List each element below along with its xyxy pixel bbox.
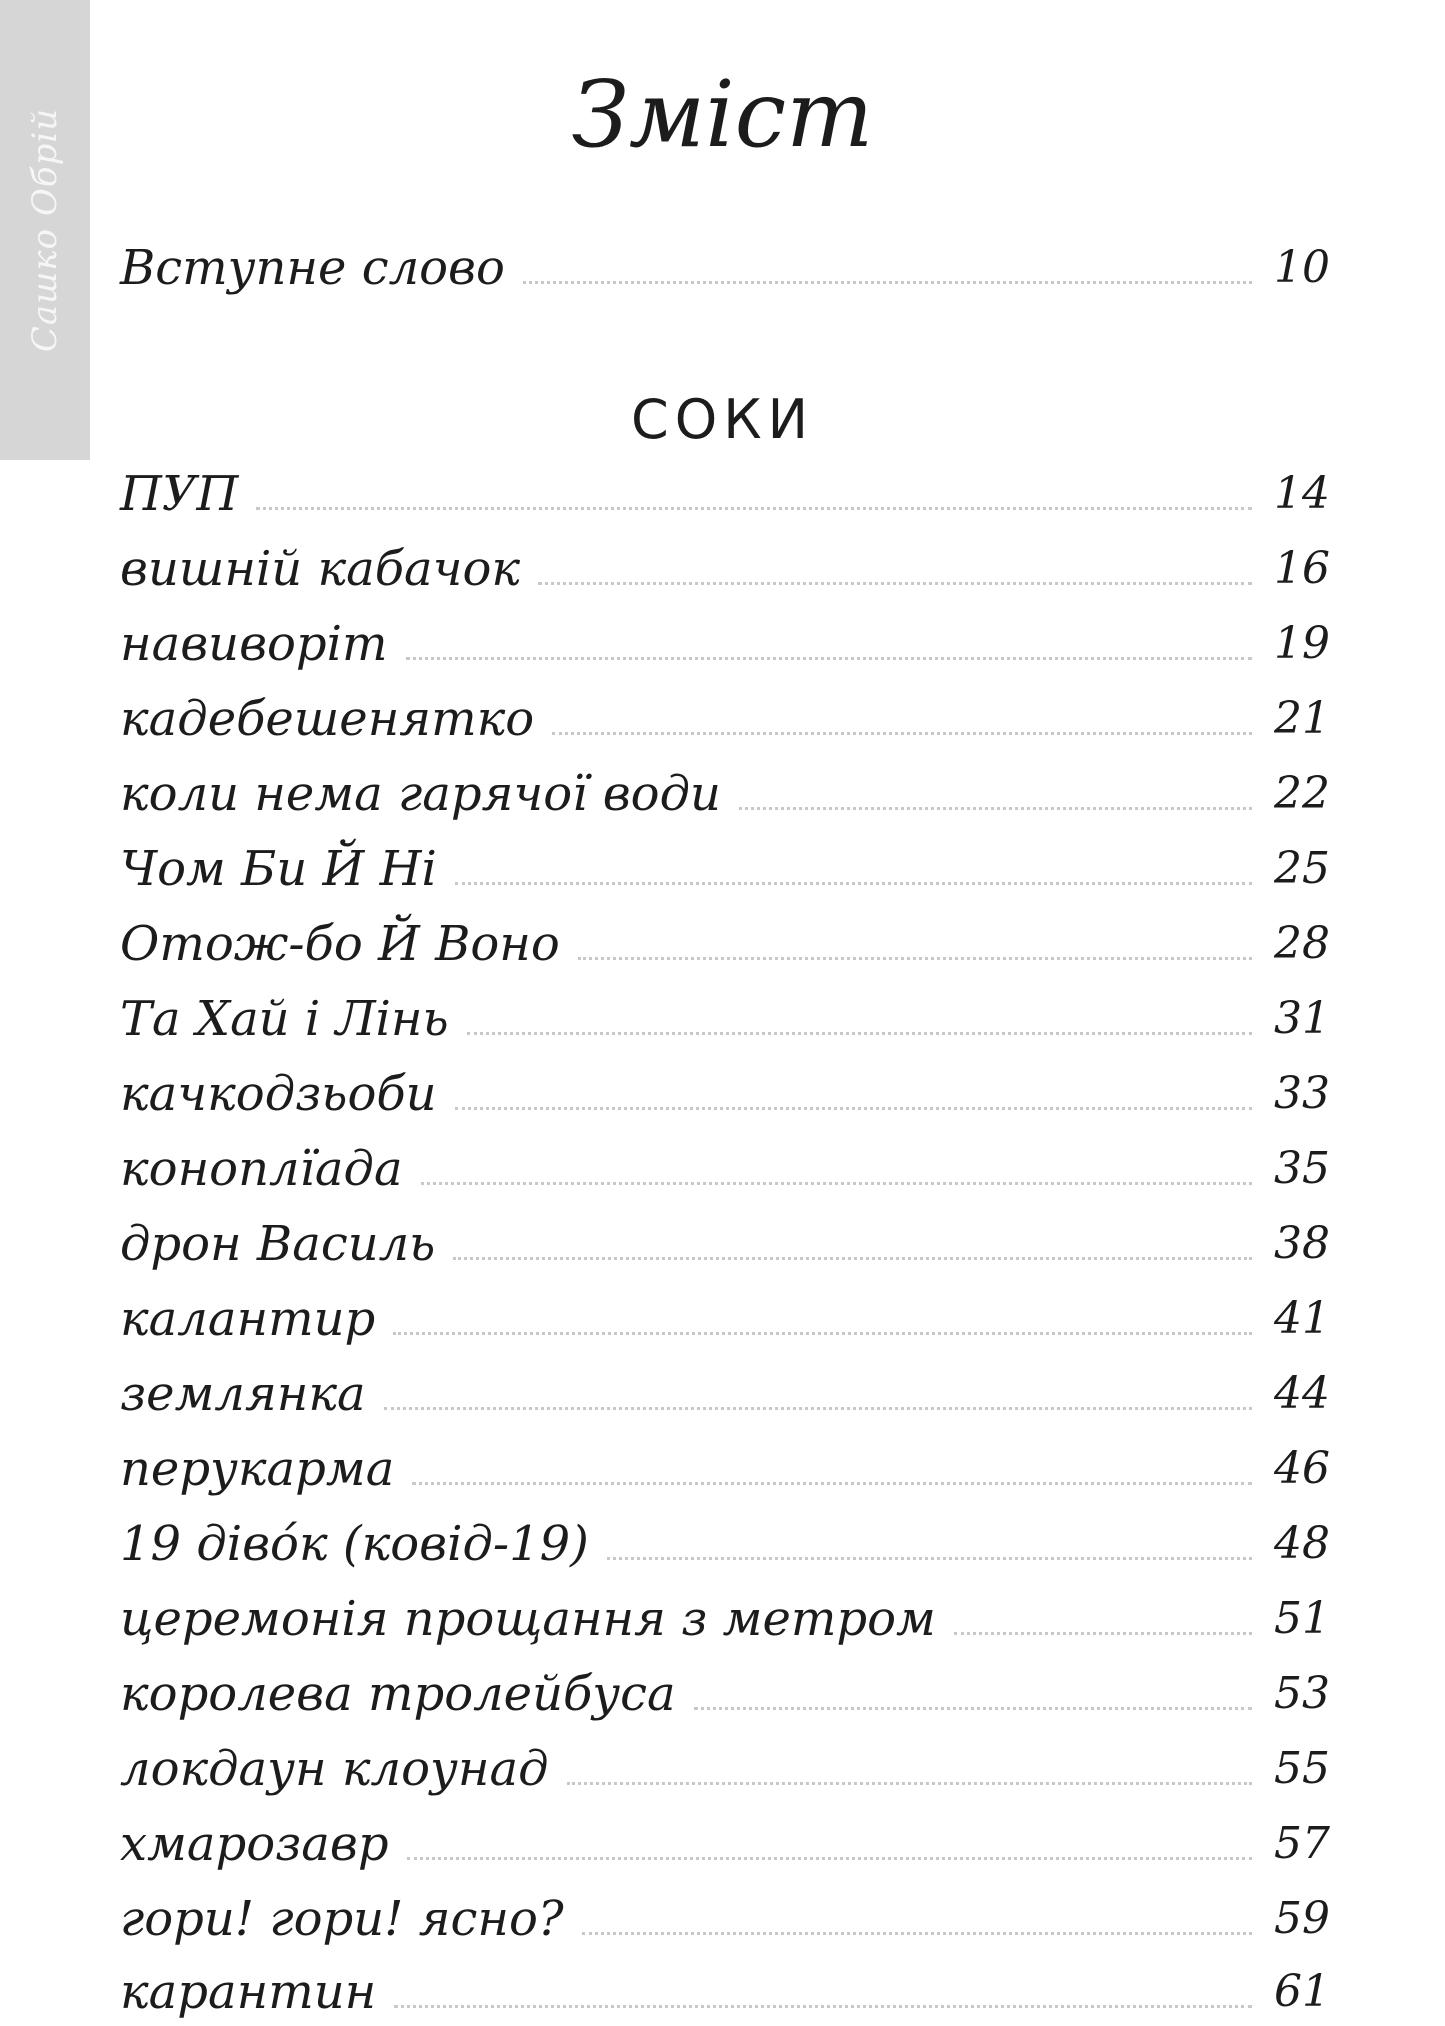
toc-entry[interactable]	[120, 1739, 1330, 1799]
dot-leader	[567, 1782, 1252, 1785]
dot-leader	[453, 1257, 1252, 1260]
toc-entry-label: коноплїада	[120, 1141, 403, 1197]
toc-entry[interactable]	[120, 1889, 1330, 1949]
toc-entry-label: перукарма	[120, 1441, 395, 1497]
toc-entry[interactable]	[120, 764, 1330, 824]
toc-entry-label: 19 дівóк (ковід-19)	[120, 1516, 589, 1572]
dot-leader	[552, 732, 1252, 735]
toc-entry-page: 55	[1274, 1743, 1330, 1794]
toc-entry-intro[interactable]	[120, 238, 1330, 298]
toc-entry-page: 44	[1274, 1368, 1330, 1419]
dot-leader	[256, 507, 1252, 510]
toc-entry-label: королева тролейбуса	[120, 1666, 676, 1722]
dot-leader	[954, 1632, 1252, 1635]
page-title: Зміст	[571, 61, 874, 168]
toc-entry[interactable]	[120, 914, 1330, 974]
dot-leader	[538, 582, 1252, 585]
toc-entry[interactable]	[120, 1064, 1330, 1124]
toc-entry[interactable]	[120, 989, 1330, 1049]
toc-entry-page: 61	[1274, 1966, 1330, 2017]
toc-entry-label: Вступне слово	[120, 240, 505, 296]
toc-entry[interactable]	[120, 1664, 1330, 1724]
toc-entry-page: 28	[1274, 918, 1330, 969]
toc-entry[interactable]	[120, 1289, 1330, 1349]
toc-entry-page: 35	[1274, 1143, 1330, 1194]
toc-entry-page: 46	[1274, 1443, 1330, 1494]
toc-entry-page: 59	[1274, 1893, 1330, 1944]
toc-entry[interactable]	[120, 1962, 1330, 2022]
toc-entry[interactable]	[120, 1364, 1330, 1424]
dot-leader	[455, 1107, 1252, 1110]
toc-entry-label: коли нема гарячої води	[120, 766, 721, 822]
toc-entry-label: вишній кабачок	[120, 541, 521, 597]
toc-entry[interactable]	[120, 1214, 1330, 1274]
toc-entry-label: навиворіт	[120, 616, 388, 672]
dot-leader	[407, 1857, 1252, 1860]
toc-entry-label: Чом Би Й Ні	[120, 841, 437, 897]
toc-entry[interactable]	[120, 614, 1330, 674]
toc-entry-page: 57	[1274, 1818, 1330, 1869]
toc-entry[interactable]	[120, 1514, 1330, 1574]
toc-entry[interactable]	[120, 839, 1330, 899]
toc-entry-page: 25	[1274, 843, 1330, 894]
dot-leader	[607, 1557, 1252, 1560]
toc-entry[interactable]	[120, 1589, 1330, 1649]
toc-entry[interactable]	[120, 1439, 1330, 1499]
toc-entry-page: 33	[1274, 1068, 1330, 1119]
dot-leader	[578, 957, 1252, 960]
dot-leader	[393, 1332, 1252, 1335]
toc-entry-label: карантин	[120, 1964, 377, 2020]
toc-entry-label: калантир	[120, 1291, 376, 1347]
dot-leader	[739, 807, 1252, 810]
toc-entry[interactable]	[120, 464, 1330, 524]
toc-entry-label: гори! гори! ясно?	[120, 1891, 564, 1947]
toc-entry-label: локдаун клоунад	[120, 1741, 549, 1797]
toc-entry-page: 10	[1274, 242, 1330, 293]
dot-leader	[694, 1707, 1252, 1710]
toc-entry[interactable]	[120, 1814, 1330, 1874]
section-title: СОКИ	[631, 388, 814, 451]
toc-entry[interactable]	[120, 689, 1330, 749]
toc-entry-page: 16	[1274, 543, 1330, 594]
toc-entry-page: 19	[1274, 618, 1330, 669]
toc-entry-page: 21	[1274, 693, 1330, 744]
toc-entry-page: 48	[1274, 1518, 1330, 1569]
dot-leader	[582, 1932, 1252, 1935]
toc-entry-label: дрон Василь	[120, 1216, 436, 1272]
toc-entry-label: Та Хай і Лінь	[120, 991, 449, 1047]
toc-entry-label: ПУП	[120, 466, 239, 522]
toc-entry-page: 14	[1274, 468, 1330, 519]
dot-leader	[467, 1032, 1252, 1035]
author-name: Сашко Обрій	[25, 107, 65, 353]
toc-entry-page: 53	[1274, 1668, 1330, 1719]
dot-leader	[406, 657, 1252, 660]
toc-entry-label: церемонія прощання з метром	[120, 1591, 936, 1647]
toc-entry-page: 41	[1274, 1293, 1330, 1344]
dot-leader	[421, 1182, 1252, 1185]
toc-entry-page: 38	[1274, 1218, 1330, 1269]
dot-leader	[523, 281, 1252, 284]
toc-entry[interactable]	[120, 539, 1330, 599]
toc-entry-label: землянка	[120, 1366, 366, 1422]
toc-entry-page: 51	[1274, 1593, 1330, 1644]
toc-entry[interactable]	[120, 1139, 1330, 1199]
dot-leader	[412, 1482, 1252, 1485]
toc-entry-label: хмарозавр	[120, 1816, 389, 1872]
toc-entry-label: Отож-бо Й Воно	[120, 916, 560, 972]
toc-entry-label: качкодзьоби	[120, 1066, 437, 1122]
toc-entry-label: кадебешенятко	[120, 691, 535, 747]
dot-leader	[455, 882, 1252, 885]
dot-leader	[394, 2005, 1252, 2008]
toc-entry-page: 22	[1274, 768, 1330, 819]
dot-leader	[384, 1407, 1252, 1410]
toc-entry-page: 31	[1274, 993, 1330, 1044]
